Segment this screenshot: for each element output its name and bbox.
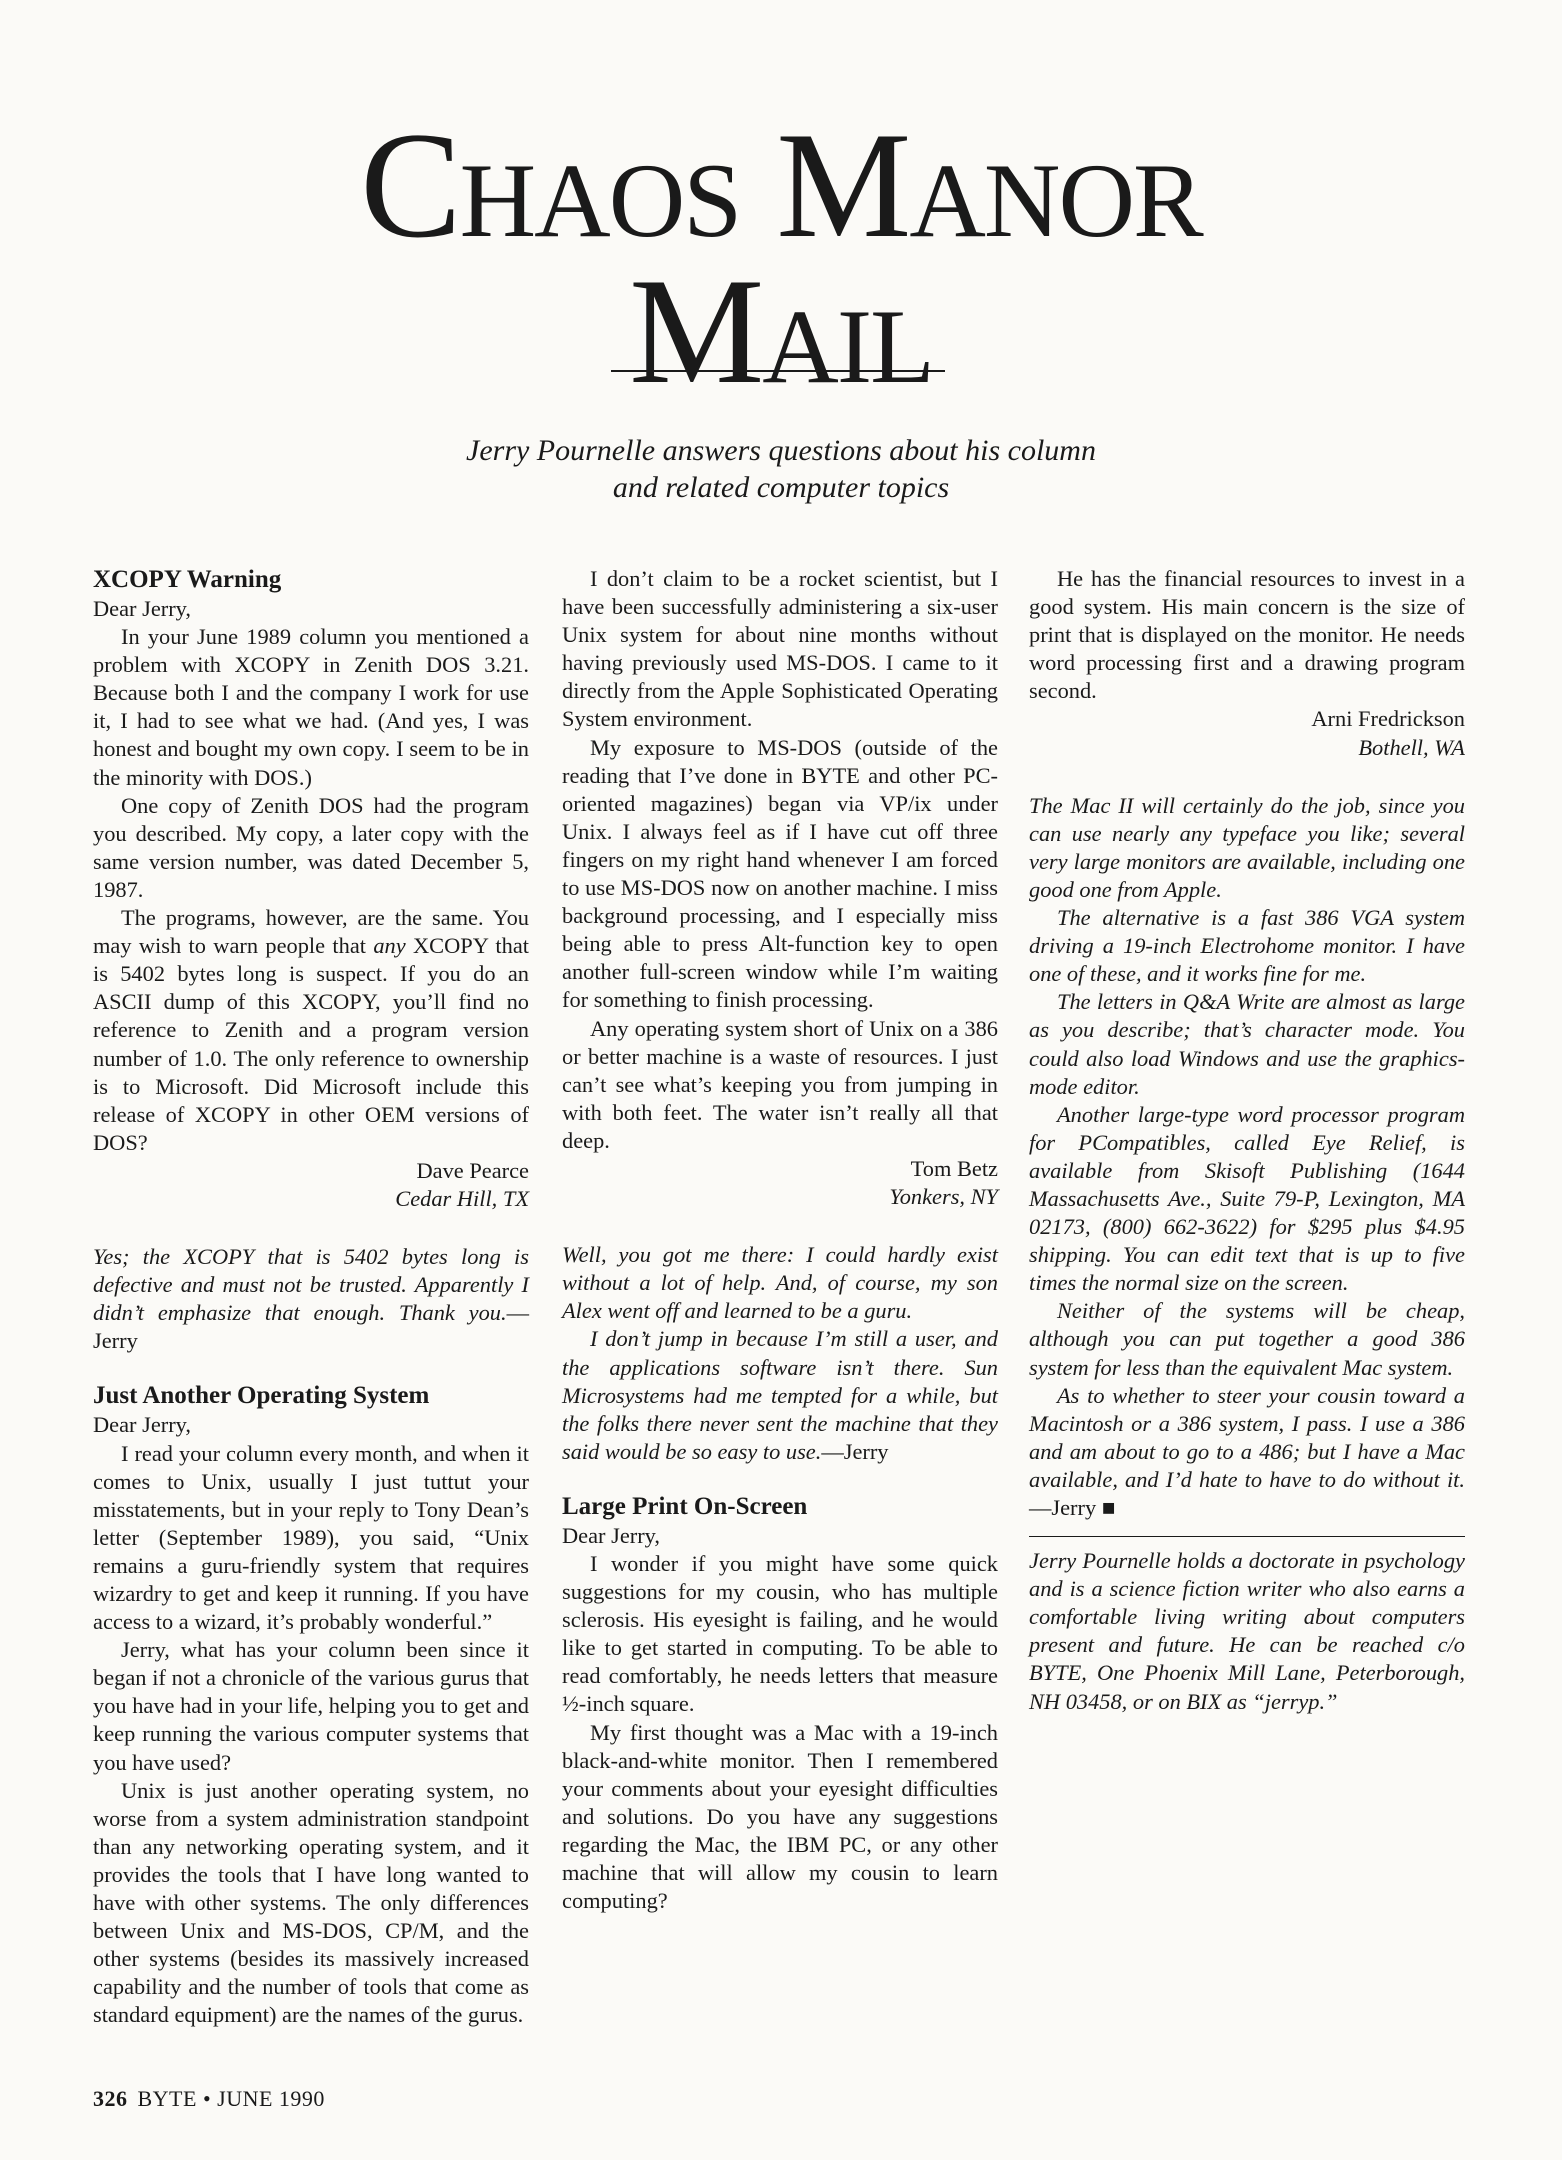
- signature-name: Tom Betz: [910, 1155, 998, 1181]
- letter-heading-large-print: Large Print On-Screen: [562, 1492, 808, 1520]
- letter-paragraph: My first thought was a Mac with a 19-inch black-and-white monitor. Then I remembered your comments about your eyesight difficulties and solutions. Do you have any suggestions regarding the Mac, the IBM PC, or any other machine that will allow my cousin to learn computing?: [562, 1719, 998, 1914]
- subtitle-line-2: and related computer topics: [612, 471, 950, 504]
- signature-place: Bothell, WA: [1358, 734, 1465, 760]
- salutation: Dear Jerry,: [562, 1522, 661, 1548]
- answer-signature: —Jerry: [93, 1300, 529, 1354]
- page-footer: [93, 2086, 325, 2112]
- answer-paragraph: [93, 1243, 529, 1355]
- letter-paragraph: He has the financial resources to invest in a good system. His main concern is the size of print that is displayed on the monitor. He needs word processing first and a drawing program second.: [1029, 566, 1465, 704]
- answer-paragraph: Neither of the systems will be cheap, although you can put together a good 386 system for less than the equivalent Mac system.: [1029, 1298, 1465, 1380]
- answer-paragraph: The letters in Q&A Write are almost as large as you describe; that’s character mode. You could also load Windows and use the graphics-mode editor.: [1029, 989, 1465, 1099]
- answer-paragraph: The alternative is a fast 386 VGA system driving a 19-inch Electrohome monitor. I have one of these, and it works fine for me.: [1029, 905, 1465, 987]
- emphasis: any: [373, 933, 406, 959]
- letter-heading-xcopy: XCOPY Warning: [93, 566, 282, 593]
- signature-place: Cedar Hill, TX: [395, 1185, 529, 1211]
- answer-text: As to whether to steer your cousin toward a Macintosh or a 386 system, I pass. I use a 386 and am about to go to a 486; but I have a Mac available, and I’d hate to have to do without it.: [1029, 1382, 1465, 1492]
- bio-divider: [1029, 1536, 1465, 1537]
- answer-signature: —Jerry: [821, 1438, 889, 1464]
- signature-name: Dave Pearce: [416, 1157, 529, 1183]
- signature-place: Yonkers, NY: [889, 1184, 998, 1210]
- letter-paragraph: One copy of Zenith DOS had the program you described. My copy, a later copy with the same version number, was dated December 5, 1987.: [93, 792, 529, 902]
- page-number: 326: [93, 2086, 128, 2111]
- answer-paragraph: Another large-type word processor program for PCompatibles, called Eye Relief, is available from Skisoft Publishing (1644 Massachusetts Ave., Suite 79-P, Lexington, MA 02173, (800) 662-3622) for $295 plus $4.95 shipping. You can edit text that is up to five times the normal size on the screen.: [1029, 1101, 1465, 1296]
- letter-paragraph: Jerry, what has your column been since it began if not a chronicle of the various gurus that you have had in your life, helping you to get and keep running the various computer systems that you have used?: [93, 1637, 529, 1775]
- column-1: [93, 565, 529, 2030]
- letter-paragraph: [93, 904, 529, 1157]
- author-bio: Jerry Pournelle holds a doctorate in psychology and is a science fiction writer who also earns a comfortable living writing about computers present and future. He can be reached c/o BYTE, One Phoenix Mill Lane, Peterborough, NH 03458, or on BIX as “jerryp.”: [1029, 1548, 1465, 1714]
- text-run: The programs, however, are the same. You may wish to warn people that: [93, 905, 529, 959]
- answer-signature: —Jerry: [1029, 1495, 1097, 1520]
- answer-paragraph: Well, you got me there: I could hardly exist without a lot of help. And, of course, my son Alex went off and learned to be a guru.: [562, 1242, 998, 1324]
- letter-paragraph: Any operating system short of Unix on a 386 or better machine is a waste of resources. I just can’t see what’s keeping you from jumping in with both feet. The water isn’t really all that deep.: [562, 1015, 998, 1153]
- subtitle-line-1: Jerry Pournelle answers questions about his column: [466, 434, 1096, 467]
- salutation: Dear Jerry,: [93, 1412, 192, 1438]
- column-2: [562, 565, 998, 1915]
- text-run: XCOPY that is 5402 bytes long is suspect. If you do an ASCII dump of this XCOPY, you’ll find no reference to Zenith and a program version number of 1.0. The only reference to ownership is to Microsoft. Did Microsoft include this release of XCOPY in other OEM versions of DOS?: [93, 933, 529, 1155]
- answer-text: Yes; the XCOPY that is 5402 bytes long is defective and must not be trusted. Apparently I didn’t emphasize that enough. Thank you.: [93, 1244, 529, 1326]
- publication-line: BYTE • JUNE 1990: [137, 2086, 325, 2111]
- subtitle: [0, 432, 1562, 506]
- letter-paragraph: I wonder if you might have some quick suggestions for my cousin, who has multiple sclerosis. His eyesight is failing, and he would like to get started in computing. To be able to read comfortably, he needs letters that measure ½-inch square.: [562, 1551, 998, 1717]
- title-line-1: Chaos Manor: [360, 101, 1202, 269]
- answer-paragraph: [562, 1325, 998, 1465]
- letter-paragraph: I read your column every month, and when it comes to Unix, usually I just tuttut your misstatements, but in your reply to Tony Dean’s letter (September 1989), you said, “Unix remains a guru-friendly system that requires wizardry to get and keep it running. If you have access to a wizard, it’s probably wonderful.”: [93, 1440, 529, 1635]
- title-line-2: Mail: [629, 247, 933, 415]
- signature-name: Arni Fredrickson: [1311, 706, 1465, 732]
- letter-heading-unix: Just Another Operating System: [93, 1382, 430, 1410]
- title-rule: [611, 370, 945, 372]
- letter-paragraph: Unix is just another operating system, no worse from a system administration standpoint than any networking operating system, and it provides the tools that I have long wanted to have with other systems. The only differences between Unix and MS-DOS, CP/M, and the other systems (besides its massively increased capability and the number of tools that come as standard equipment) are the names of the gurus.: [93, 1777, 529, 2028]
- answer-text: I don’t jump in because I’m still a user, and the applications software isn’t there. Sun Microsystems had me tempted for a while, but the folks there never sent the machine that they said would be so easy to use.: [562, 1326, 998, 1464]
- letter-paragraph: My exposure to MS-DOS (outside of the reading that I’ve done in BYTE and other PC-oriented magazines) began via VP/ix under Unix. I always feel as if I have cut off three fingers on my right hand whenever I am forced to use MS-DOS now on another machine. I miss background processing, and I especially miss being able to press Alt-function key to open another full-screen window while I’m waiting for something to finish processing.: [562, 734, 998, 1013]
- answer-paragraph: The Mac II will certainly do the job, since you can use nearly any typeface you like; several very large monitors are available, including one good one from Apple.: [1029, 792, 1465, 902]
- end-mark-icon: ■: [1101, 1495, 1116, 1520]
- answer-paragraph: [1029, 1382, 1465, 1522]
- letter-paragraph: I don’t claim to be a rocket scientist, but I have been successfully administering a six-user Unix system for about nine months without having previously used MS-DOS. I came to it directly from the Apple Sophisticated Operating System environment.: [562, 566, 998, 732]
- salutation: Dear Jerry,: [93, 596, 192, 621]
- column-3: [1029, 565, 1465, 1716]
- letter-paragraph: In your June 1989 column you mentioned a problem with XCOPY in Zenith DOS 3.21. Because both I and the company I work for use it, I had to see what we had. (And yes, I was honest and bought my own copy. I seem to be in the minority with DOS.): [93, 624, 529, 790]
- page-title: [0, 101, 1562, 415]
